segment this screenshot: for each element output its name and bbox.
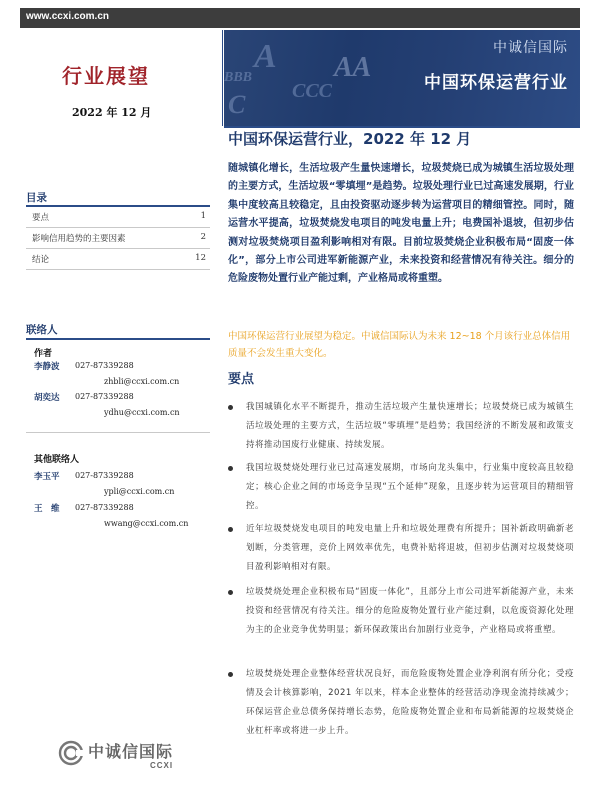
logo-abbr: CCXI xyxy=(150,761,174,770)
contact-phone: 027-87339288 xyxy=(75,471,134,480)
key-point-text: 我国垃圾焚烧处理行业已过高速发展期，市场向龙头集中，行业集中度较高且较稳定；核心企业之间的市场竞争呈现“五个延伸”现象，且逐步转为运营项目的精细管控。 xyxy=(246,463,574,511)
toc-item-label: 要点 xyxy=(32,213,50,223)
toc-item-page: 1 xyxy=(200,211,206,221)
report-type: 行业展望 xyxy=(62,64,150,88)
other-contacts-label: 其他联络人 xyxy=(34,455,80,465)
outlook-statement: 中国环保运营行业展望为稳定。中诚信国际认为未来 12~18 个月该行业总体信用质量不会发生重大变化。 xyxy=(228,331,571,359)
header-banner xyxy=(224,30,580,126)
contact-phone: 027-87339288 xyxy=(75,392,134,401)
authors-label: 作者 xyxy=(34,349,53,359)
contact-name: 李玉平 xyxy=(34,472,60,482)
banner-deco-letter: AA xyxy=(334,52,372,83)
top-bar xyxy=(20,8,580,28)
bullet-icon xyxy=(228,466,233,471)
banner-deco-letter: BBB xyxy=(224,70,253,85)
toc-item[interactable] xyxy=(26,249,210,270)
website-url[interactable]: www.ccxi.com.cn xyxy=(26,11,109,22)
toc-item-label: 结论 xyxy=(32,255,50,265)
page-title: 中国环保运营行业，2022 年 12 月 xyxy=(228,130,472,148)
contact-phone: 027-87339288 xyxy=(75,503,134,512)
banner-divider xyxy=(222,30,223,126)
contacts-rule xyxy=(26,338,210,340)
report-date: 2022 年 12 月 xyxy=(72,106,152,119)
logo-name: 中诚信国际 xyxy=(88,742,174,761)
contact-name: 王 维 xyxy=(34,504,60,514)
toc-item[interactable] xyxy=(26,207,210,228)
toc-heading: 目录 xyxy=(26,192,47,204)
key-points-heading: 要点 xyxy=(228,372,255,387)
key-point-text: 我国城镇化水平不断提升，推动生活垃圾产生量快速增长；垃圾焚烧已成为城镇生活垃圾处理的主要方式，生活垃圾“零填埋”是趋势；我国经济的不断发展和政策支持将推动国废行业健康、持续发展。 xyxy=(246,402,574,450)
contact-email[interactable]: wwang@ccxi.com.cn xyxy=(104,519,189,528)
banner-brand: 中诚信国际 xyxy=(493,40,568,56)
bullet-icon xyxy=(228,405,233,410)
toc-item[interactable] xyxy=(26,228,210,249)
banner-title: 中国环保运营行业 xyxy=(424,73,568,93)
banner-deco-letter: A xyxy=(254,38,277,75)
key-point-text: 垃圾焚烧处理企业积极布局“固废一体化”，且部分上市公司进军新能源产业，未来投资和经营情况有待关注。细分的危险废物处置行业产能过剩，以危废资源化处理为主的企业竞争优势明显；新环保政策出台加剧行业竞争，产业格局或将重塑。 xyxy=(246,587,574,635)
contact-phone: 027-87339288 xyxy=(75,361,134,370)
toc-item-page: 12 xyxy=(195,253,206,263)
abstract-paragraph: 随城镇化增长，生活垃圾产生量快速增长，垃圾焚烧已成为城镇生活垃圾处理的主要方式，生活垃圾“零填埋”是趋势。垃圾处理行业已过高速发展期，行业集中度较高且较稳定，且由投资驱动逐步转为运营项目的精细管控。同时，随运营水平提高，垃圾焚烧发电项目的吨发电量上升；电费国补退坡，但初步估测对垃圾焚烧项目盈利影响相对有限。目前垃圾焚烧企业积极布局“固废一体化”，部分上市公司进军新能源产业，未来投资和经营情况有待关注。细分的危险废物处置行业产能过剩，产业格局或将重塑。 xyxy=(228,163,574,285)
contact-name: 李静波 xyxy=(34,362,60,372)
banner-deco-letter: CCC xyxy=(292,80,333,102)
banner-deco-letter: C xyxy=(228,90,246,119)
bullet-icon xyxy=(228,672,233,677)
contact-email[interactable]: ydhu@ccxi.com.cn xyxy=(104,408,180,417)
contact-email[interactable]: ypli@ccxi.com.cn xyxy=(104,487,175,496)
contacts-heading: 联络人 xyxy=(26,324,58,336)
key-point-text: 近年垃圾焚烧发电项目的吨发电量上升和垃圾处理费有所提升；国补新政明确新老划断，分类管理，竞价上网效率优先，电费补贴将退坡，但初步估测对垃圾焚烧项目盈利影响相对有限。 xyxy=(246,524,574,572)
ccxi-logo-icon xyxy=(58,740,84,766)
ccxi-logo xyxy=(58,736,198,772)
toc-item-page: 2 xyxy=(200,232,206,242)
contact-name: 胡奕达 xyxy=(34,393,60,403)
bullet-icon xyxy=(228,590,233,595)
contacts-divider xyxy=(26,432,210,433)
bullet-icon xyxy=(228,527,233,532)
toc-item-label: 影响信用趋势的主要因素 xyxy=(32,234,126,244)
contact-email[interactable]: zhbli@ccxi.com.cn xyxy=(104,377,180,386)
key-point-text: 垃圾焚烧处理企业整体经营状况良好，而危险废物处置企业净利润有所分化；受疫情及会计核算影响，2021 年以来，样本企业整体的经营活动净现金流持续减少；环保运营企业总债务保持增长态势，危险废物处置企业和布局新能源的垃圾焚烧企业杠杆率或将进一步上升。 xyxy=(246,669,574,736)
